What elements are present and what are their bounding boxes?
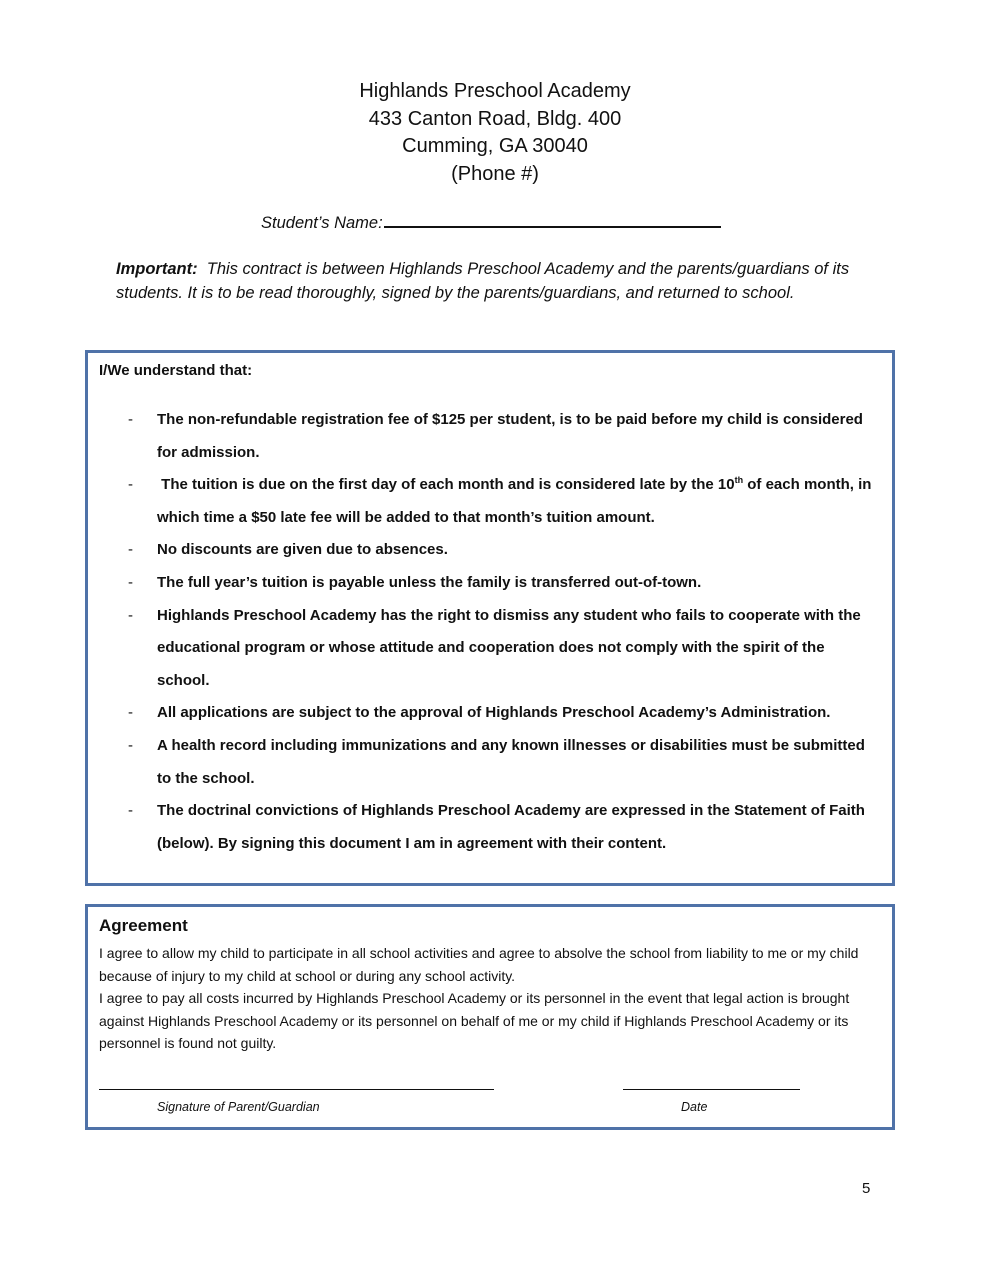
school-name: Highlands Preschool Academy (359, 80, 631, 102)
agreement-paragraph-liability: I agree to allow my child to participate in all school activities and agree to absolve the school from liability to me or my child because of injury to my child at school or during any school activity. (99, 945, 859, 984)
term-text: All applications are subject to the approval of Highlands Preschool Academy’s Administration. (157, 704, 831, 722)
ordinal-superscript: th (734, 475, 744, 486)
school-header (0, 78, 990, 188)
student-name-label: Student’s Name: (261, 214, 383, 232)
list-item (88, 534, 878, 567)
term-text: A health record including immunizations and any known illnesses or disabilities must be submitted to the school. (157, 736, 865, 787)
bullet-dash: - (128, 541, 133, 559)
signature-line[interactable] (99, 1089, 494, 1090)
list-item (88, 600, 878, 698)
student-name-row (261, 208, 721, 233)
agreement-box (85, 904, 895, 1130)
term-text: The tuition is due on the first day of each month and is considered late by the 10 (157, 476, 735, 494)
important-notice (116, 257, 871, 305)
student-name-field[interactable] (384, 208, 721, 228)
understanding-box (85, 350, 895, 886)
school-phone: (Phone #) (451, 162, 539, 185)
term-text: The non-refundable registration fee of $125 per student, is to be paid before my child is considered for admission. (157, 411, 863, 461)
important-lead: Important: (116, 260, 198, 278)
bullet-dash: - (128, 704, 133, 722)
list-item (88, 730, 878, 795)
bullet-dash: - (128, 802, 133, 820)
bullet-dash: - (128, 476, 133, 494)
bullet-dash: - (128, 606, 133, 624)
term-text: No discounts are given due to absences. (157, 541, 448, 559)
understanding-title: I/We understand that: (99, 362, 253, 379)
term-text: The doctrinal convictions of Highlands Preschool Academy are expressed in the Statement of Faith (below). By signing this document I am in agreement with their content. (157, 802, 865, 852)
date-caption: Date (681, 1100, 708, 1114)
school-address-line2: Cumming, GA 30040 (402, 135, 588, 157)
term-text: Highlands Preschool Academy has the right to dismiss any student who fails to cooperate with the educational program or whose attitude and cooperation does not comply with the spirit of the school. (157, 606, 861, 689)
list-item (88, 469, 878, 534)
term-text: The full year’s tuition is payable unless the family is transferred out-of-town. (157, 573, 702, 591)
agreement-paragraph-costs: I agree to pay all costs incurred by Highlands Preschool Academy or its personnel in the event that legal action is brought against Highlands Preschool Academy or its personnel on behalf of me or my child if Highlands Preschool Academy or its personnel is found not guilty. (99, 990, 850, 1052)
bullet-dash: - (128, 573, 133, 591)
school-address-line1: 433 Canton Road, Bldg. 400 (368, 107, 622, 130)
date-line[interactable] (623, 1089, 800, 1090)
term-text-continued: of each month, in which time a $50 late fee will be added to that month’s tuition amount. (157, 476, 872, 526)
terms-list (88, 404, 878, 860)
bullet-dash: - (128, 411, 133, 428)
signature-caption: Signature of Parent/Guardian (157, 1100, 320, 1114)
bullet-dash: - (128, 736, 133, 754)
important-text: This contract is between Highlands Preschool Academy and the parents/guardians of its students. It is to be read thoroughly, signed by the parents/guardians, and returned to school. (116, 260, 850, 302)
list-item (88, 404, 878, 469)
page-number: 5 (862, 1180, 871, 1197)
list-item (88, 567, 878, 600)
agreement-title: Agreement (99, 916, 188, 935)
list-item (88, 697, 878, 730)
list-item (88, 795, 878, 860)
agreement-text (99, 942, 884, 1055)
